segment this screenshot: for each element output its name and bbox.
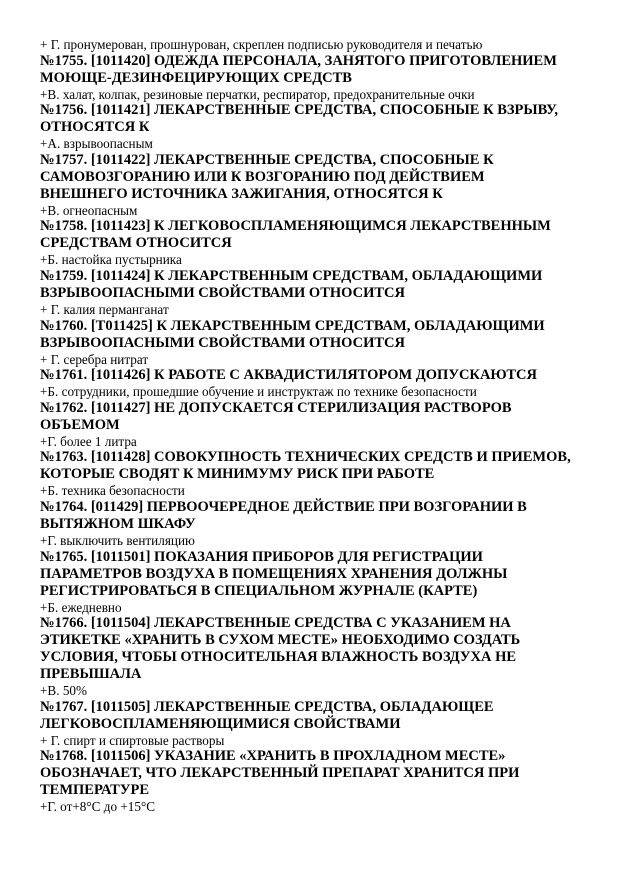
question-line: №1765. [1011501] ПОКАЗАНИЯ ПРИБОРОВ ДЛЯ РЕГИСТРАЦИИ: [40, 548, 483, 565]
answer-line: +Б. сотрудники, прошедшие обучение и инструктаж по технике безопасности: [40, 384, 477, 400]
question-block: [40, 152, 600, 203]
question-line: ОТНОСЯТСЯ К: [40, 119, 150, 136]
answer-block: [40, 533, 600, 549]
question-block: [40, 102, 600, 136]
answer-block: [40, 434, 600, 450]
answer-line: +В. огнеопасным: [40, 202, 138, 218]
question-line: ОБЪЕМОМ: [40, 416, 120, 433]
question-block: [40, 615, 600, 683]
answer-line: + Г. спирт и спиртовые растворы: [40, 732, 225, 748]
question-block: [40, 367, 600, 384]
question-line: ВНЕШНЕГО ИСТОЧНИКА ЗАЖИГАНИЯ, ОТНОСЯТСЯ К: [40, 185, 443, 202]
answer-block: [40, 384, 600, 400]
question-block: [40, 268, 600, 302]
question-block: [40, 218, 600, 252]
answer-block: [40, 252, 600, 268]
answer-line: + Г. пронумерован, прошнурован, скреплен подписью руководителя и печатью: [40, 37, 483, 52]
question-line: №1756. [1011421] ЛЕКАРСТВЕННЫЕ СРЕДСТВА, СПОСОБНЫЕ К ВЗРЫВУ,: [40, 102, 559, 119]
answer-line: +В. 50%: [40, 683, 87, 699]
answer-line: +Г. выключить вентиляцию: [40, 532, 195, 548]
question-line: №1758. [1011423] К ЛЕГКОВОСПЛАМЕНЯЮЩИМСЯ ЛЕКАРСТВЕННЫМ: [40, 218, 551, 235]
question-line: №1757. [1011422] ЛЕКАРСТВЕННЫЕ СРЕДСТВА, СПОСОБНЫЕ К: [40, 151, 494, 168]
question-block: [40, 549, 600, 600]
answer-block: [40, 483, 600, 499]
answer-block: [40, 37, 600, 53]
answer-line: + Г. серебра нитрат: [40, 351, 149, 367]
question-line: №1760. [Т011425] К ЛЕКАРСТВЕННЫМ СРЕДСТВАМ, ОБЛАДАЮЩИМИ: [40, 317, 545, 334]
question-line: №1762. [1011427] НЕ ДОПУСКАЕТСЯ СТЕРИЛИЗАЦИЯ РАСТВОРОВ: [40, 399, 512, 416]
question-line: ВЗРЫВООПАСНЫМИ СВОЙСТВАМИ ОТНОСИТСЯ: [40, 334, 405, 351]
question-line: ЛЕГКОВОСПЛАМЕНЯЮЩИМИСЯ СВОЙСТВАМИ: [40, 715, 401, 732]
answer-line: +Б. настойка пустырника: [40, 252, 182, 268]
question-line: №1767. [1011505] ЛЕКАРСТВЕННЫЕ СРЕДСТВА, ОБЛАДАЮЩЕЕ: [40, 698, 494, 715]
question-block: [40, 53, 600, 87]
question-line: ВЗРЫВООПАСНЫМИ СВОЙСТВАМИ ОТНОСИТСЯ: [40, 284, 405, 301]
answer-line: +В. халат, колпак, резиновые перчатки, респиратор, предохранительные очки: [40, 86, 475, 102]
answer-block: [40, 203, 600, 219]
question-line: РЕГИСТРИРОВАТЬСЯ В СПЕЦИАЛЬНОМ ЖУРНАЛЕ (КАРТЕ): [40, 582, 478, 599]
question-line: ПАРАМЕТРОВ ВОЗДУХА В ПОМЕЩЕНИЯХ ХРАНЕНИЯ ДОЛЖНЫ: [40, 565, 508, 582]
question-line: №1764. [011429] ПЕРВООЧЕРЕДНОЕ ДЕЙСТВИЕ ПРИ ВОЗГОРАНИИ В: [40, 498, 527, 515]
answer-line: +А. взрывоопасным: [40, 136, 153, 152]
question-line: №1755. [1011420] ОДЕЖДА ПЕРСОНАЛА, ЗАНЯТОГО ПРИГОТОВЛЕНИЕМ: [40, 52, 557, 69]
question-block: [40, 449, 600, 483]
question-line: МОЮЩЕ-ДЕЗИНФЕЦИРУЮЩИХ СРЕДСТВ: [40, 69, 352, 86]
question-line: ПРЕВЫШАЛА: [40, 666, 142, 683]
answer-block: [40, 733, 600, 749]
question-block: [40, 318, 600, 352]
answer-block: [40, 302, 600, 318]
answer-line: +Г. от+8°С до +15°С: [40, 799, 156, 815]
answer-block: [40, 352, 600, 368]
question-line: №1763. [1011428] СОВОКУПНОСТЬ ТЕХНИЧЕСКИХ СРЕДСТВ И ПРИЕМОВ,: [40, 449, 571, 466]
answer-block: [40, 136, 600, 152]
question-line: №1768. [1011506] УКАЗАНИЕ «ХРАНИТЬ В ПРОХЛАДНОМ МЕСТЕ»: [40, 748, 506, 765]
question-line: ТЕМПЕРАТУРЕ: [40, 782, 150, 799]
question-line: №1761. [1011426] К РАБОТЕ С АКВАДИСТИЛЯТОРОМ ДОПУСКАЮТСЯ: [40, 367, 537, 384]
question-line: САМОВОЗГОРАНИЮ ИЛИ К ВОЗГОРАНИЮ ПОД ДЕЙСТВИЕМ: [40, 168, 485, 185]
question-block: [40, 400, 600, 434]
answer-block: [40, 683, 600, 699]
question-line: ВЫТЯЖНОМ ШКАФУ: [40, 515, 196, 532]
question-block: [40, 748, 600, 799]
question-line: ЭТИКЕТКЕ «ХРАНИТЬ В СУХОМ МЕСТЕ» НЕОБХОДИМО СОЗДАТЬ: [40, 632, 521, 649]
answer-line: +Г. более 1 литра: [40, 433, 137, 449]
question-line: УСЛОВИЯ, ЧТОБЫ ОТНОСИТЕЛЬНАЯ ВЛАЖНОСТЬ ВОЗДУХА НЕ: [40, 649, 517, 666]
question-block: [40, 499, 600, 533]
question-line: №1766. [1011504] ЛЕКАРСТВЕННЫЕ СРЕДСТВА С УКАЗАНИЕМ НА: [40, 615, 511, 632]
question-line: СРЕДСТВАМ ОТНОСИТСЯ: [40, 235, 232, 252]
answer-block: [40, 799, 600, 815]
answer-line: +Б. техника безопасности: [40, 483, 185, 499]
answer-line: +Б. ежедневно: [40, 599, 122, 615]
question-line: КОТОРЫЕ СВОДЯТ К МИНИМУМУ РИСК ПРИ РАБОТЕ: [40, 466, 435, 483]
answer-block: [40, 600, 600, 616]
answer-line: + Г. калия перманганат: [40, 301, 169, 317]
question-block: [40, 699, 600, 733]
document-page: [40, 37, 600, 815]
answer-block: [40, 87, 600, 103]
question-line: №1759. [1011424] К ЛЕКАРСТВЕННЫМ СРЕДСТВАМ, ОБЛАДАЮЩИМИ: [40, 267, 543, 284]
question-line: ОБОЗНАЧАЕТ, ЧТО ЛЕКАРСТВЕННЫЙ ПРЕПАРАТ ХРАНИТСЯ ПРИ: [40, 765, 520, 782]
